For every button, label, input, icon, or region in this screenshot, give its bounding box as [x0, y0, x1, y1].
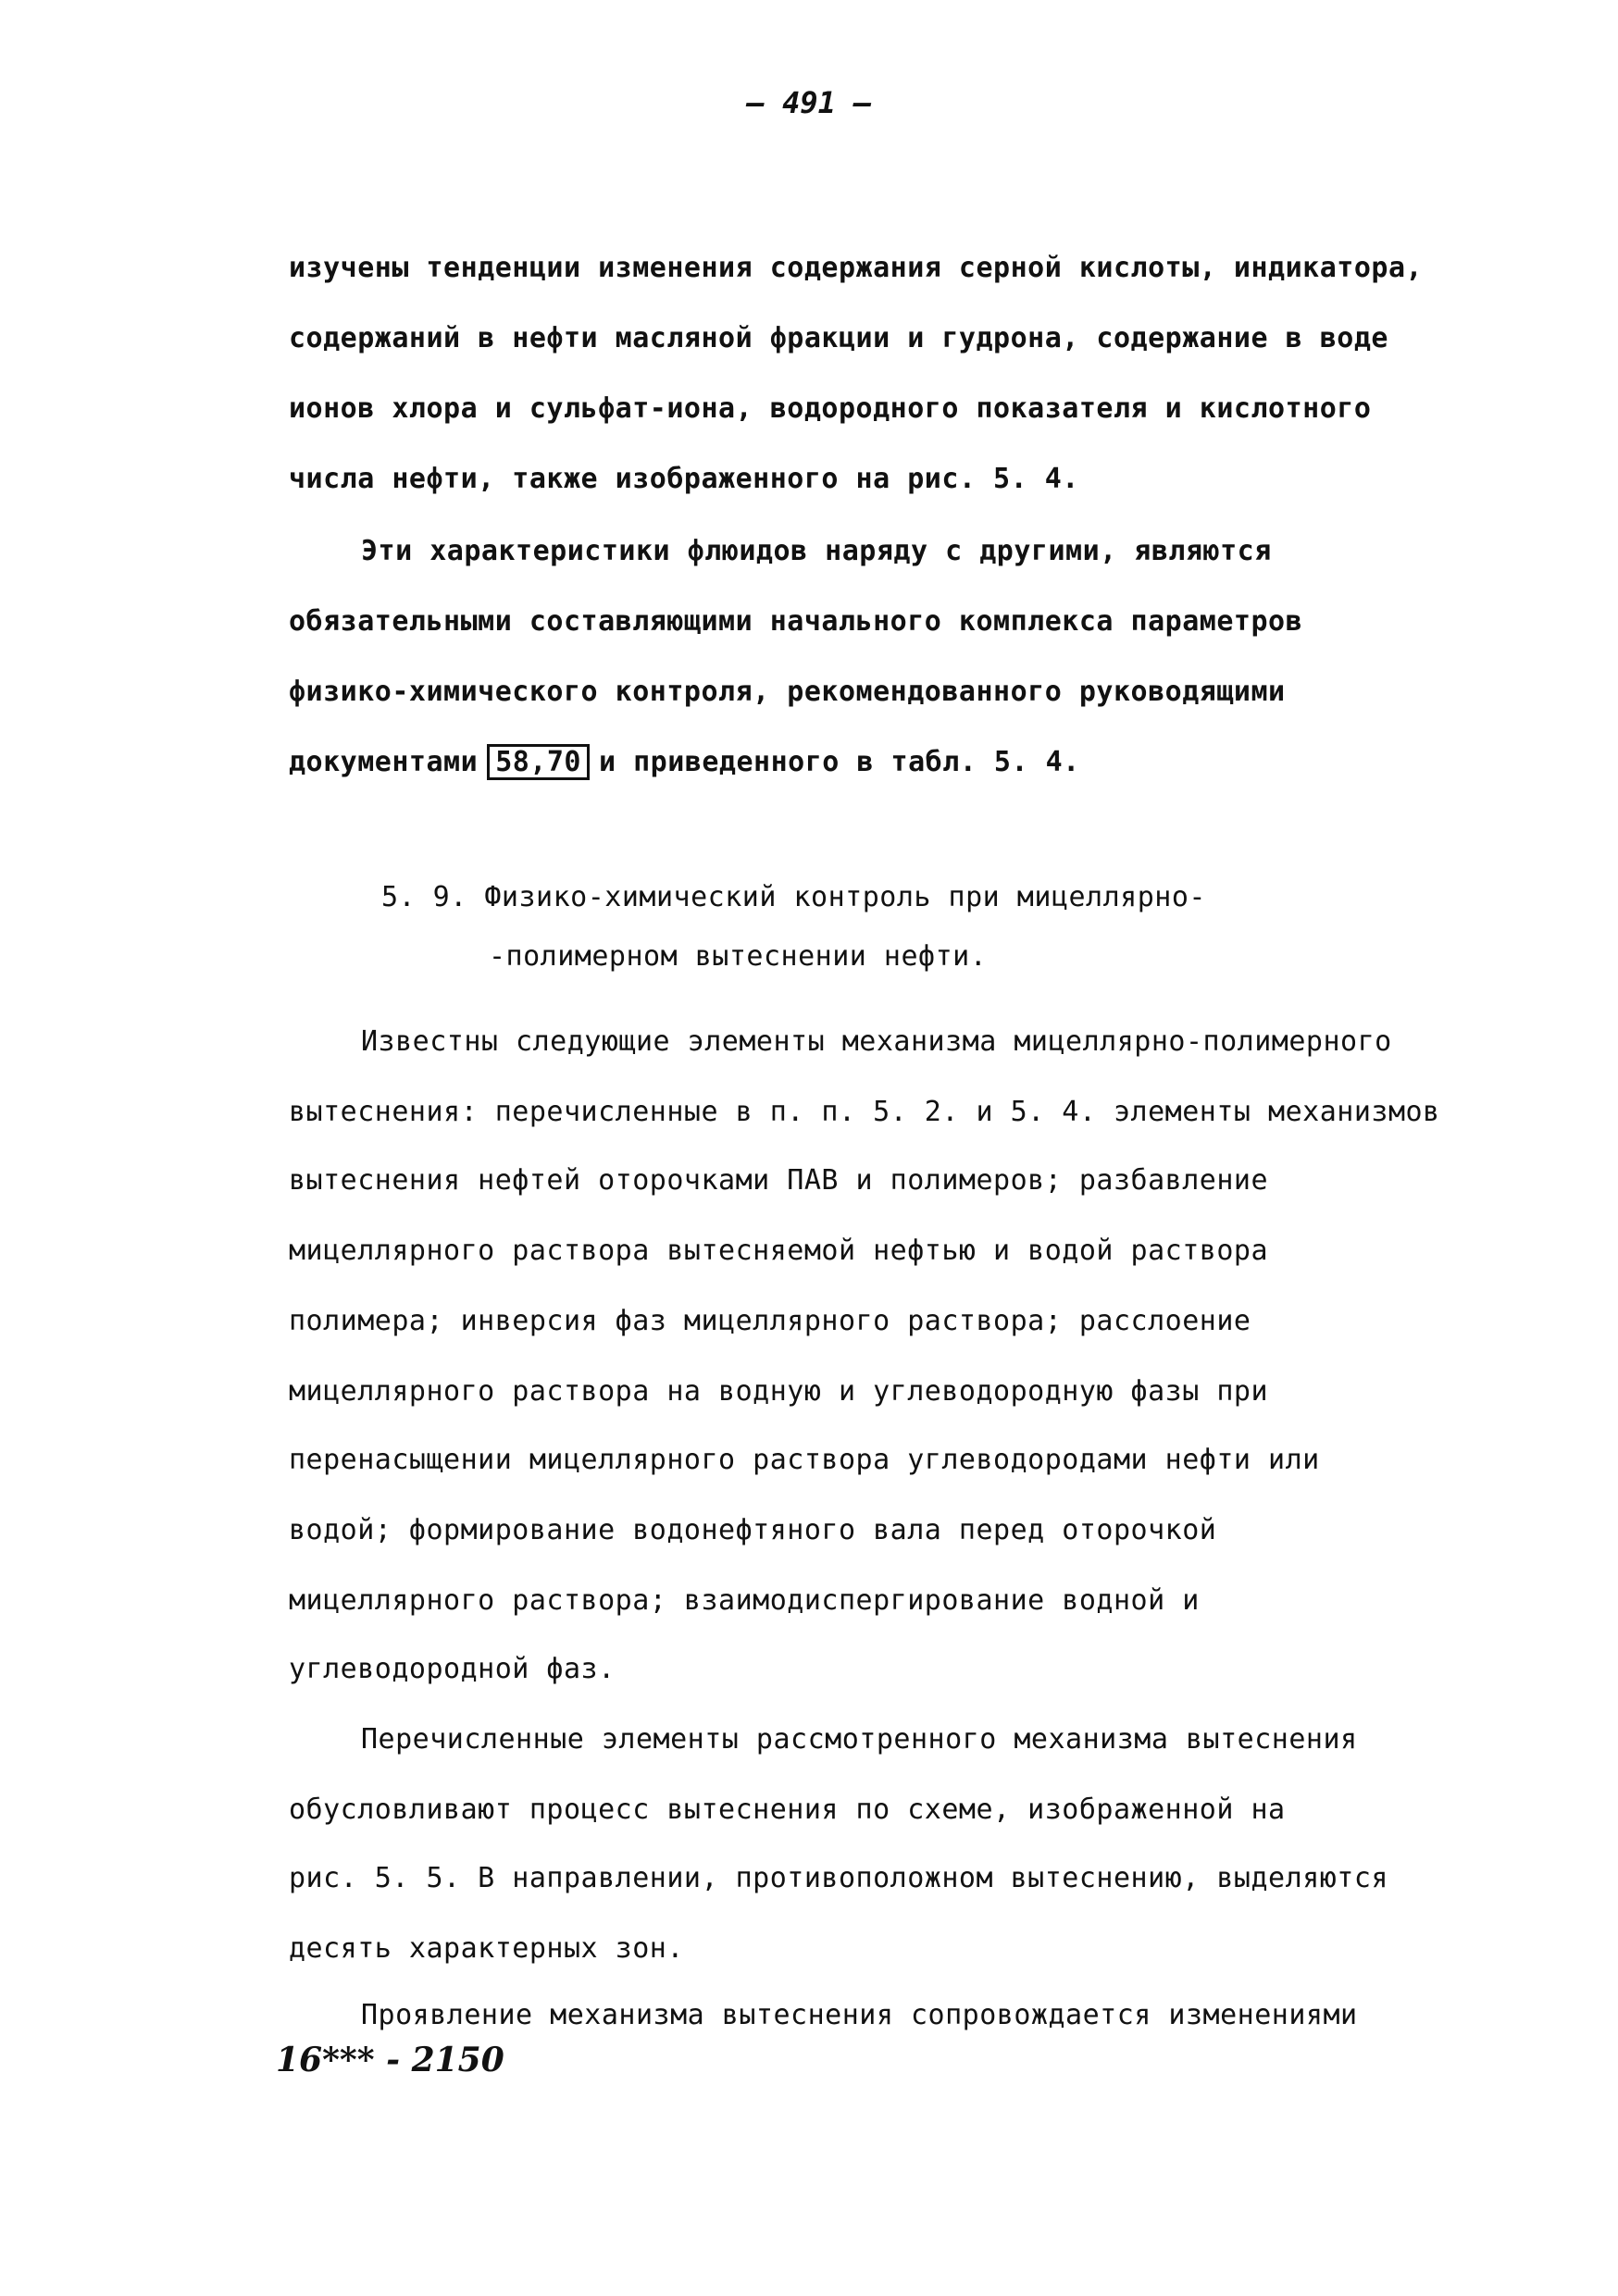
paragraph-line: Перечисленные элементы рассмотренного механизма вытеснения: [361, 1723, 1358, 1756]
paragraph-text: документами: [289, 746, 479, 778]
paragraph-line: мицеллярного раствора; взаимодиспергирование водной и: [289, 1584, 1200, 1617]
footer-print-mark: 16*** - 2150: [276, 2041, 504, 2079]
paragraph-line: ионов хлора и сульфат-иона, водородного показателя и кислотного: [289, 392, 1372, 425]
paragraph-line: десять характерных зон.: [289, 1932, 684, 1965]
paragraph-line: водой; формирование водонефтяного вала перед оторочкой: [289, 1514, 1217, 1546]
paragraph-line: числа нефти, также изображенного на рис. 5. 4.: [289, 463, 1079, 495]
paragraph-text: и приведенного в табл. 5. 4.: [599, 746, 1080, 778]
paragraph-line: обязательными составляющими начального комплекса параметров: [289, 605, 1303, 638]
paragraph-line: мицеллярного раствора на водную и углеводородную фазы при: [289, 1375, 1269, 1408]
paragraph-line: физико-химического контроля, рекомендованного руководящими: [289, 676, 1286, 708]
paragraph-line: Проявление механизма вытеснения сопровождается изменениями: [361, 1999, 1358, 2031]
paragraph-line: полимера; инверсия фаз мицеллярного раствора; расслоение: [289, 1305, 1251, 1337]
section-heading-line-2: -полимерном вытеснении нефти.: [489, 940, 988, 973]
paragraph-line: изучены тенденции изменения содержания серной кислоты, индикатора,: [289, 252, 1424, 284]
paragraph-line: вытеснения: перечисленные в п. п. 5. 2. и 5. 4. элементы механизмов: [289, 1096, 1440, 1128]
paragraph-line-with-reference: [289, 744, 1080, 780]
reference-bracket: 58,70: [487, 744, 590, 780]
paragraph-line: перенасыщении мицеллярного раствора углеводородами нефти или: [289, 1444, 1320, 1476]
paragraph-line: мицеллярного раствора вытесняемой нефтью и водой раствора: [289, 1235, 1269, 1267]
paragraph-line: обусловливают процесс вытеснения по схеме, изображенной на: [289, 1793, 1286, 1826]
paragraph-line: Эти характеристики флюидов наряду с другими, являются: [361, 535, 1272, 567]
paragraph-line: рис. 5. 5. В направлении, противоположном вытеснению, выделяются: [289, 1862, 1388, 1894]
paragraph-line: содержаний в нефти масляной фракции и гудрона, содержание в воде: [289, 322, 1388, 354]
paragraph-line: углеводородной фаз.: [289, 1653, 616, 1685]
page-number: – 491 –: [746, 85, 872, 120]
paragraph-line: вытеснения нефтей оторочками ПАВ и полимеров; разбавление: [289, 1164, 1269, 1197]
paragraph-line: Известны следующие элементы механизма мицеллярно-полимерного: [361, 1025, 1392, 1058]
section-heading-line-1: 5. 9. Физико-химический контроль при мицеллярно-: [381, 881, 1206, 913]
